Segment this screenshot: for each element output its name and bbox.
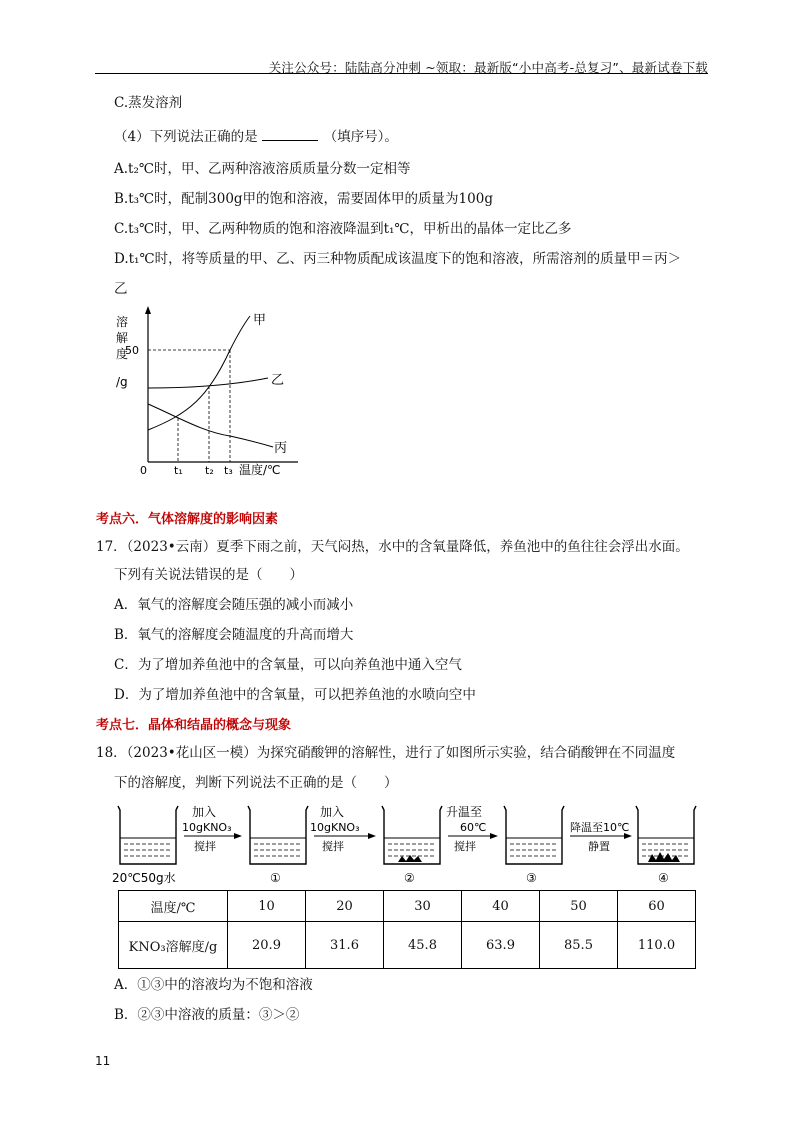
solubility-table xyxy=(118,890,696,969)
curve-label-yi: 乙 xyxy=(271,373,285,388)
table-row-temperature xyxy=(119,891,696,922)
crystals-4 xyxy=(648,852,680,862)
svg-text:搅拌: 搅拌 xyxy=(194,840,216,853)
table-cell: 110.0 xyxy=(618,922,696,969)
curve-label-bing: 丙 xyxy=(274,441,288,456)
table-cell: 30 xyxy=(384,891,462,922)
table-cell: 50 xyxy=(540,891,618,922)
svg-text:升温至: 升温至 xyxy=(446,805,483,819)
y-tick-50: 50 xyxy=(125,344,139,357)
beaker-3-label: ③ xyxy=(526,871,537,885)
section-6-title: 考点六．气体溶解度的影响因素 xyxy=(96,512,279,527)
svg-text:静置: 静置 xyxy=(588,840,610,853)
svg-text:60℃: 60℃ xyxy=(460,821,487,834)
q16-option-b: B.t₃℃时，配制300g甲的饱和溶液，需要固体甲的质量为100g xyxy=(114,191,493,207)
q16-option-c-prev: C.蒸发溶剂 xyxy=(114,95,183,111)
svg-text:10gKNO₃: 10gKNO₃ xyxy=(310,821,360,834)
q18-stem-2: 下的溶解度，判断下列说法不正确的是（ ） xyxy=(114,775,398,791)
start-label: 20℃50g水 xyxy=(112,871,176,885)
table-cell: 63.9 xyxy=(462,922,540,969)
table-cell: 60 xyxy=(618,891,696,922)
q17-stem-2: 下列有关说法错误的是（ ） xyxy=(114,567,303,583)
experiment-diagram xyxy=(110,798,700,888)
beaker-2 xyxy=(382,806,442,864)
q16-option-d-cont: 乙 xyxy=(114,281,128,297)
origin-label: 0 xyxy=(140,464,147,477)
beaker-3 xyxy=(504,806,564,864)
q16-option-d: D.t₁℃时，将等质量的甲、乙、丙三种物质配成该温度下的饱和溶液，所需溶剂的质量甲＝丙＞ xyxy=(114,251,682,267)
curve-label-jia: 甲 xyxy=(253,313,267,328)
beaker-4-label: ④ xyxy=(658,871,669,885)
svg-text:加入: 加入 xyxy=(320,805,345,819)
beaker-2-label: ② xyxy=(404,871,415,885)
beaker-start xyxy=(118,806,178,864)
svg-text:加入: 加入 xyxy=(192,805,217,819)
table-row-solubility xyxy=(119,922,696,969)
table-header-solubility: KNO₃溶解度/g xyxy=(119,922,228,969)
curve-jia xyxy=(148,316,250,430)
header-rule xyxy=(95,73,708,74)
table-cell: 45.8 xyxy=(384,922,462,969)
q17-option-c: C．为了增加养鱼池中的含氧量，可以向养鱼池中通入空气 xyxy=(114,657,462,673)
svg-text:搅拌: 搅拌 xyxy=(322,840,344,853)
answer-blank[interactable] xyxy=(262,128,318,141)
q18-option-a: A．①③中的溶液均为不饱和溶液 xyxy=(114,977,313,993)
table-cell: 31.6 xyxy=(306,922,384,969)
table-cell: 10 xyxy=(228,891,306,922)
q17-option-d: D．为了增加养鱼池中的含氧量，可以把养鱼池的水喷向空中 xyxy=(114,687,476,703)
q17-option-a: A．氧气的溶解度会随压强的减小而减小 xyxy=(114,597,354,613)
beaker-1 xyxy=(248,806,308,864)
y-label-2: 解 xyxy=(116,331,129,345)
q16-part4 xyxy=(114,128,398,146)
q18-option-b: B．②③中溶液的质量：③＞② xyxy=(114,1007,300,1023)
table-cell: 20 xyxy=(306,891,384,922)
q18-stem-1: 18．（2023•花山区一模）为探究硝酸钾的溶解性，进行了如图所示实验，结合硝酸钾在不同温度 xyxy=(96,745,676,761)
section-7-title: 考点七．晶体和结晶的概念与现象 xyxy=(96,718,292,733)
beaker-1-label: ① xyxy=(270,871,281,885)
svg-text:降温至10℃: 降温至10℃ xyxy=(570,821,630,834)
y-axis-arrow xyxy=(145,306,151,314)
beaker-4 xyxy=(636,806,696,864)
y-label-3: 度 xyxy=(116,347,129,361)
q17-option-b: B．氧气的溶解度会随温度的升高而增大 xyxy=(114,627,354,643)
q16-part4-suffix: （填序号）。 xyxy=(323,129,398,145)
x-tick-t1: t₁ xyxy=(174,464,183,477)
q16-part4-prefix: （4）下列说法正确的是 xyxy=(114,129,258,145)
table-cell: 40 xyxy=(462,891,540,922)
y-label-4: /g xyxy=(116,375,128,389)
curve-bing xyxy=(148,404,273,447)
solubility-graph xyxy=(108,302,308,482)
x-tick-t3: t₃ xyxy=(224,464,233,477)
y-label-1: 溶 xyxy=(116,315,129,329)
curve-yi xyxy=(148,378,268,388)
svg-text:搅拌: 搅拌 xyxy=(454,840,476,853)
x-axis-label: 温度/℃ xyxy=(239,463,281,477)
q17-stem-1: 17．（2023•云南）夏季下雨之前，天气闷热，水中的含氧量降低，养鱼池中的鱼往往会浮出水面。 xyxy=(96,539,689,555)
page-header: 关注公众号：陆陆高分冲刺 ~领取：最新版“小中高考-总复习”、最新试卷下载 xyxy=(268,60,708,75)
q16-option-c: C.t₃℃时，甲、乙两种物质的饱和溶液降温到t₁℃，甲析出的晶体一定比乙多 xyxy=(114,221,572,237)
table-header-temperature: 温度/℃ xyxy=(119,891,228,922)
table-cell: 20.9 xyxy=(228,922,306,969)
q16-option-a: A.t₂℃时，甲、乙两种溶液溶质质量分数一定相等 xyxy=(114,161,411,177)
x-tick-t2: t₂ xyxy=(205,464,214,477)
table-cell: 85.5 xyxy=(540,922,618,969)
page-number: 11 xyxy=(95,1054,111,1068)
svg-text:10gKNO₃: 10gKNO₃ xyxy=(182,821,232,834)
